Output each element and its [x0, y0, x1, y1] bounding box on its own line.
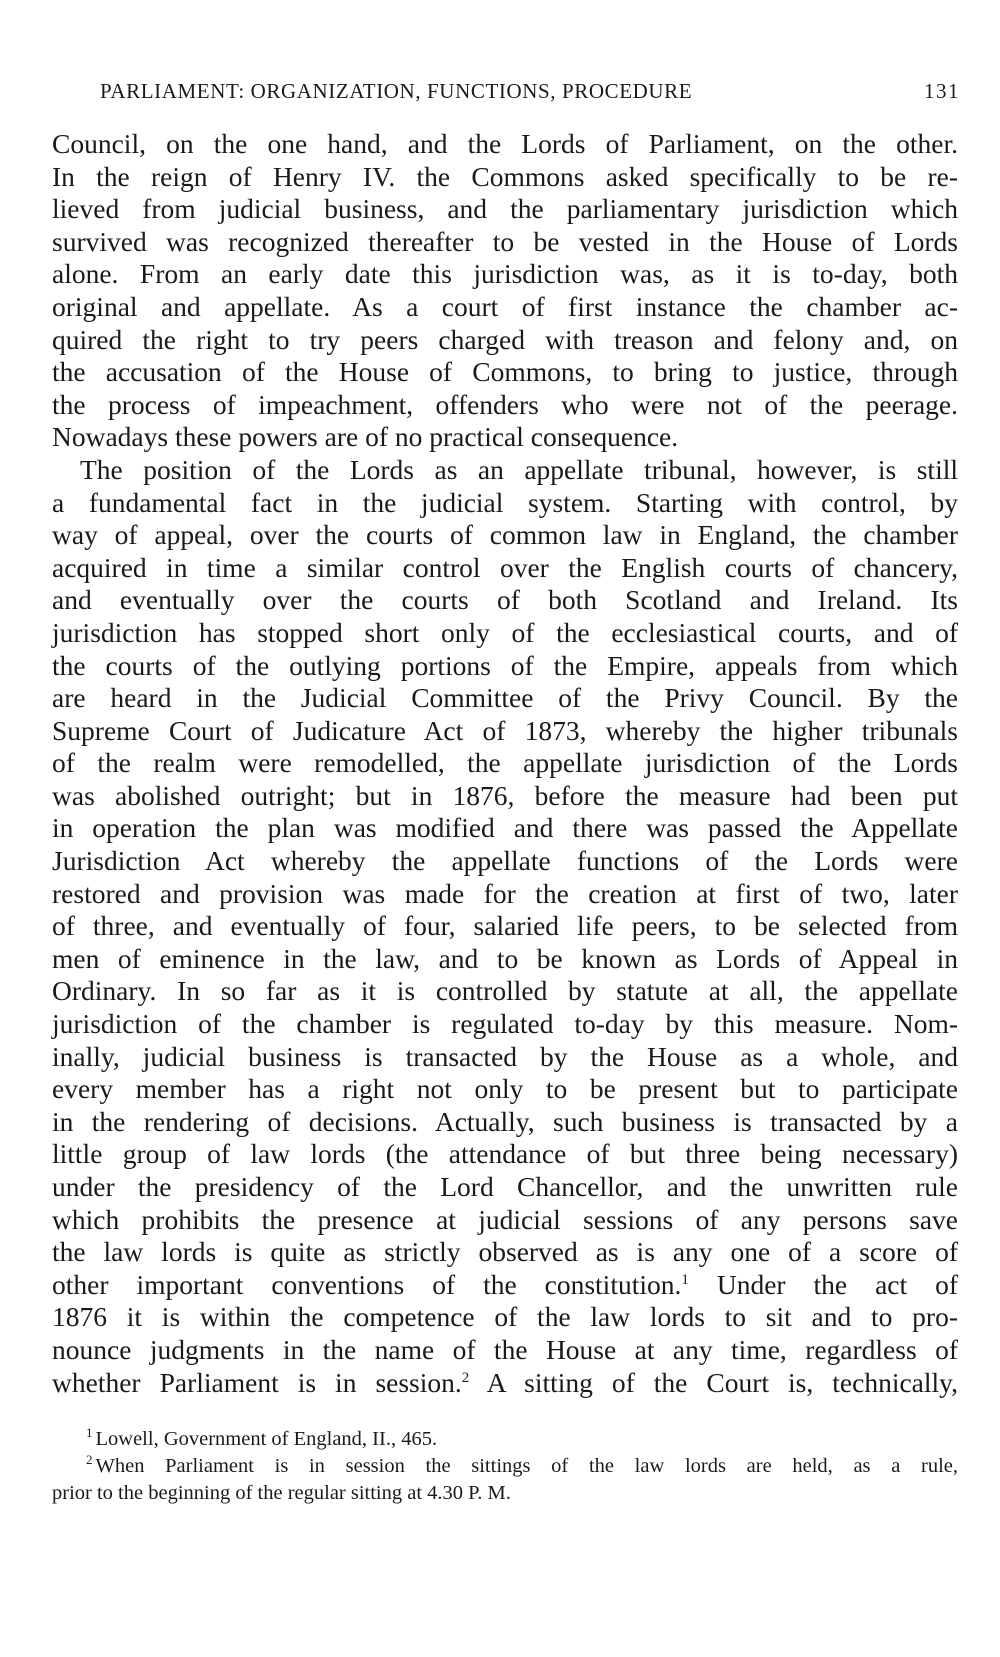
footnote-reference-2: 2	[461, 1369, 470, 1386]
text-line: quired the right to try peers charged with treason and felony and, on	[52, 323, 958, 355]
text-line: Supreme Court of Judicature Act of 1873, whereby the higher tribunals	[52, 714, 958, 746]
text-segment: other important conventions of the constitution.	[52, 1268, 682, 1300]
running-title: PARLIAMENT: ORGANIZATION, FUNCTIONS, PROCEDURE	[100, 79, 693, 103]
text-line: survived was recognized thereafter to be vested in the House of Lords	[52, 225, 958, 257]
text-segment: A sitting of the Court is, technically,	[469, 1366, 958, 1398]
footnotes	[52, 1426, 958, 1507]
text-line-with-footnote	[52, 1269, 958, 1302]
text-line: original and appellate. As a court of first instance the chamber ac-	[52, 290, 958, 322]
text-line: the accusation of the House of Commons, to bring to justice, through	[52, 356, 958, 388]
text-line: jurisdiction has stopped short only of the ecclesiastical courts, and of	[52, 616, 958, 648]
text-line: every member has a right not only to be present but to participate	[52, 1073, 958, 1105]
text-line: Jurisdiction Act whereby the appellate functions of the Lords were	[52, 845, 958, 877]
text-line: acquired in time a similar control over the English courts of chancery,	[52, 551, 958, 583]
text-segment: whether Parliament is in session.	[52, 1366, 462, 1398]
text-line: which prohibits the presence at judicial sessions of any persons save	[52, 1203, 958, 1235]
text-line: the process of impeachment, offenders who were not of the peerage.	[52, 388, 958, 420]
text-line: restored and provision was made for the creation at first of two, later	[52, 877, 958, 909]
footnote-text: When Parliament is in session the sittings of the law lords are held, as a rule,	[95, 1455, 958, 1477]
text-line: nounce judgments in the name of the House at any time, regardless of	[52, 1333, 958, 1365]
text-line: was abolished outright; but in 1876, before the measure had been put	[52, 779, 958, 811]
page-number: 131	[924, 79, 960, 103]
footnote-text: Lowell, Government of England, II., 465.	[95, 1428, 438, 1450]
text-line: jurisdiction of the chamber is regulated to-day by this measure. Nom-	[52, 1008, 958, 1040]
text-line: men of eminence in the law, and to be known as Lords of Appeal in	[52, 942, 958, 974]
text-line: lieved from judicial business, and the parliamentary jurisdiction which	[52, 193, 958, 225]
text-line: little group of law lords (the attendance of but three being necessary)	[52, 1138, 958, 1170]
text-line: way of appeal, over the courts of common law in England, the chamber	[52, 519, 958, 551]
text-line: the courts of the outlying portions of the Empire, appeals from which	[52, 649, 958, 681]
text-line: the law lords is quite as strictly observed as is any one of a score of	[52, 1236, 958, 1268]
text-line-with-footnote	[52, 1367, 958, 1400]
footnote-marker: 1	[86, 1425, 93, 1441]
text-line: under the presidency of the Lord Chancellor, and the unwritten rule	[52, 1171, 958, 1202]
text-line: are heard in the Judicial Committee of the Privy Council. By the	[52, 682, 958, 714]
footnote-2-continuation: prior to the beginning of the regular sitting at 4.30 P. M.	[52, 1482, 511, 1504]
text-line: and eventually over the courts of both Scotland and Ireland. Its	[52, 584, 958, 616]
body-text	[52, 128, 958, 1399]
text-line: of three, and eventually of four, salaried life peers, to be selected from	[52, 910, 958, 942]
text-line: Nowadays these powers are of no practical consequence.	[52, 421, 679, 453]
text-line: 1876 it is within the competence of the law lords to sit and to pro-	[52, 1301, 958, 1333]
text-line: a fundamental fact in the judicial system. Starting with control, by	[52, 486, 958, 518]
text-line: inally, judicial business is transacted by the House as a whole, and	[52, 1040, 958, 1072]
text-line: Council, on the one hand, and the Lords of Parliament, on the other.	[52, 128, 958, 159]
paragraph-start-line: The position of the Lords as an appellate tribunal, however, is still	[80, 453, 958, 485]
text-line: in operation the plan was modified and there was passed the Appellate	[52, 812, 958, 844]
text-line: of the realm were remodelled, the appellate jurisdiction of the Lords	[52, 747, 958, 779]
text-line: Ordinary. In so far as it is controlled by statute at all, the appellate	[52, 975, 958, 1007]
running-header	[100, 76, 960, 106]
text-line: alone. From an early date this jurisdiction was, as it is to-day, both	[52, 258, 958, 290]
text-segment: Under the act of	[688, 1268, 959, 1300]
text-line: in the rendering of decisions. Actually, such business is transacted by a	[52, 1105, 958, 1137]
footnote-reference-1: 1	[681, 1271, 689, 1288]
footnote-2	[52, 1453, 958, 1480]
text-line: In the reign of Henry IV. the Commons asked specifically to be re-	[52, 160, 958, 192]
footnote-marker: 2	[86, 1452, 93, 1468]
footnote-1	[52, 1426, 958, 1453]
